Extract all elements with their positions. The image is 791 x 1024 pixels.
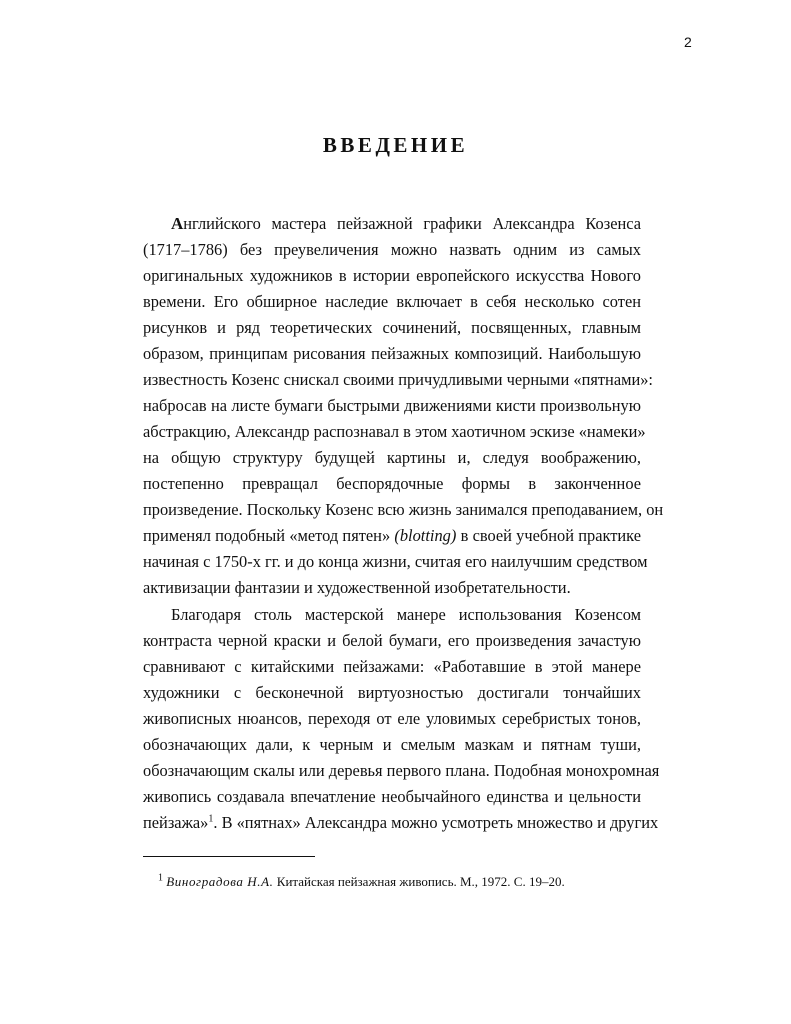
body-line: живопись создавала впечатление необычайного единства и цельности xyxy=(143,787,641,806)
body-line: применял подобный «метод пятен» (blotting) в своей учебной практике xyxy=(143,526,641,545)
body-line: живописных нюансов, переходя от еле уловимых серебристых тонов, xyxy=(143,709,641,728)
body-line: Английского мастера пейзажной графики Александра Козенса xyxy=(171,214,641,233)
body-line: известность Козенс снискал своими причудливыми черными «пятнами»: xyxy=(143,370,653,389)
footnote-rule xyxy=(143,856,315,857)
footnote xyxy=(158,874,565,890)
body-line: сравнивают с китайскими пейзажами: «Работавшие в этой манере xyxy=(143,657,641,676)
body-line: оригинальных художников в истории европейского искусства Нового xyxy=(143,266,641,285)
body-line: на общую структуру будущей картины и, следуя воображению, xyxy=(143,448,641,467)
body-line: обозначающих дали, к черным и смелым мазкам и пятнам туши, xyxy=(143,735,641,754)
body-line: обозначающим скалы или деревья первого плана. Подобная монохромная xyxy=(143,761,660,780)
body-line: рисунков и ряд теоретических сочинений, посвященных, главным xyxy=(143,318,641,337)
body-line: начиная с 1750-х гг. и до конца жизни, считая его наилучшим средством xyxy=(143,552,648,571)
body-line: набросав на листе бумаги быстрыми движениями кисти произвольную xyxy=(143,396,641,415)
page-title: ВВЕДЕНИЕ xyxy=(322,133,469,157)
footnote-text: Китайская пейзажная живопись. М., 1972. С. 19–20. xyxy=(273,874,565,889)
drop-letter: А xyxy=(171,214,184,233)
body-line: Благодаря столь мастерской манере использования Козенсом xyxy=(171,605,641,624)
page-number: 2 xyxy=(684,34,692,50)
italic-term: (blotting) xyxy=(394,526,457,545)
body-line: (1717–1786) без преувеличения можно назвать одним из самых xyxy=(143,240,641,259)
footnote-author: Виноградова Н.А. xyxy=(166,874,274,889)
body-line: художники с бесконечной виртуозностью достигали тончайших xyxy=(143,683,641,702)
body-line: контраста черной краски и белой бумаги, его произведения зачастую xyxy=(143,631,641,650)
body-line: образом, принципам рисования пейзажных композиций. Наибольшую xyxy=(143,344,641,363)
body-line: произведение. Поскольку Козенс всю жизнь занимался преподаванием, он xyxy=(143,500,664,519)
footnote-number: 1 xyxy=(158,872,163,884)
footnote-reference[interactable]: 1 xyxy=(208,813,214,825)
body-line: абстракцию, Александр распознавал в этом хаотичном эскизе «намеки» xyxy=(143,422,646,441)
body-line: активизации фантазии и художественной изобретательности. xyxy=(143,578,571,597)
body-line: времени. Его обширное наследие включает в себя несколько сотен xyxy=(143,292,641,311)
body-line: постепенно превращал беспорядочные формы в законченное xyxy=(143,474,641,493)
body-line: пейзажа»$^1$. В «пятнах» Александра можно усмотреть множество и других xyxy=(143,813,659,832)
